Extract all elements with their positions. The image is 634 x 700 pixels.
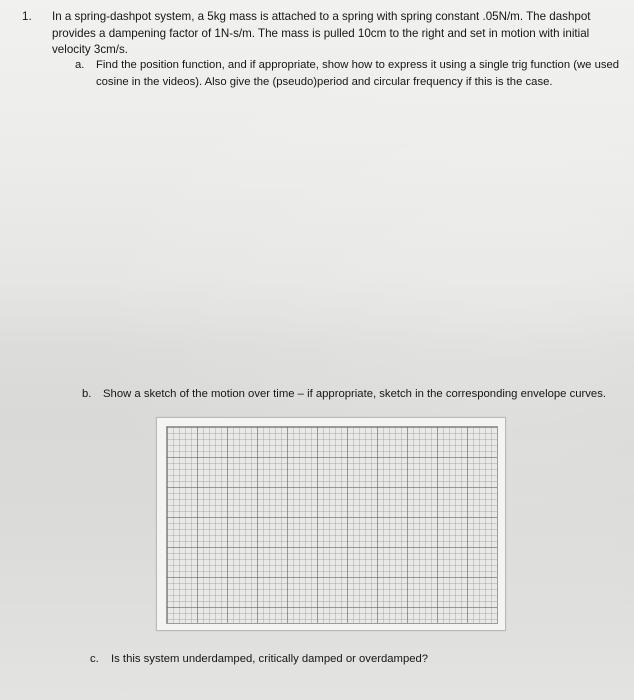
graph-paper-grid [166, 426, 498, 624]
question-text: In a spring-dashpot system, a 5kg mass is attached to a spring with spring constant .05N/m. The dashpot provides a dampening factor of 1N-s/m. The mass is pulled 10cm to the right and set in motion with initial velocity 3cm/s. [52, 10, 591, 56]
question-1 [22, 9, 622, 59]
graph-paper-box [156, 417, 506, 631]
part-c-text: Is this system underdamped, critically damped or overdamped? [111, 653, 429, 665]
question-number: 1. [22, 10, 32, 23]
part-b-label: b. [82, 388, 92, 400]
part-b-text: Show a sketch of the motion over time – if appropriate, sketch in the corresponding envelope curves. [103, 388, 606, 400]
part-a-text: Find the position function, and if appropriate, show how to express it using a single trig function (we used cosine in the videos). Also give the (pseudo)period and circular frequency if this is the case. [96, 59, 620, 88]
part-a-label: a. [75, 59, 85, 71]
part-c-label: c. [90, 653, 99, 665]
